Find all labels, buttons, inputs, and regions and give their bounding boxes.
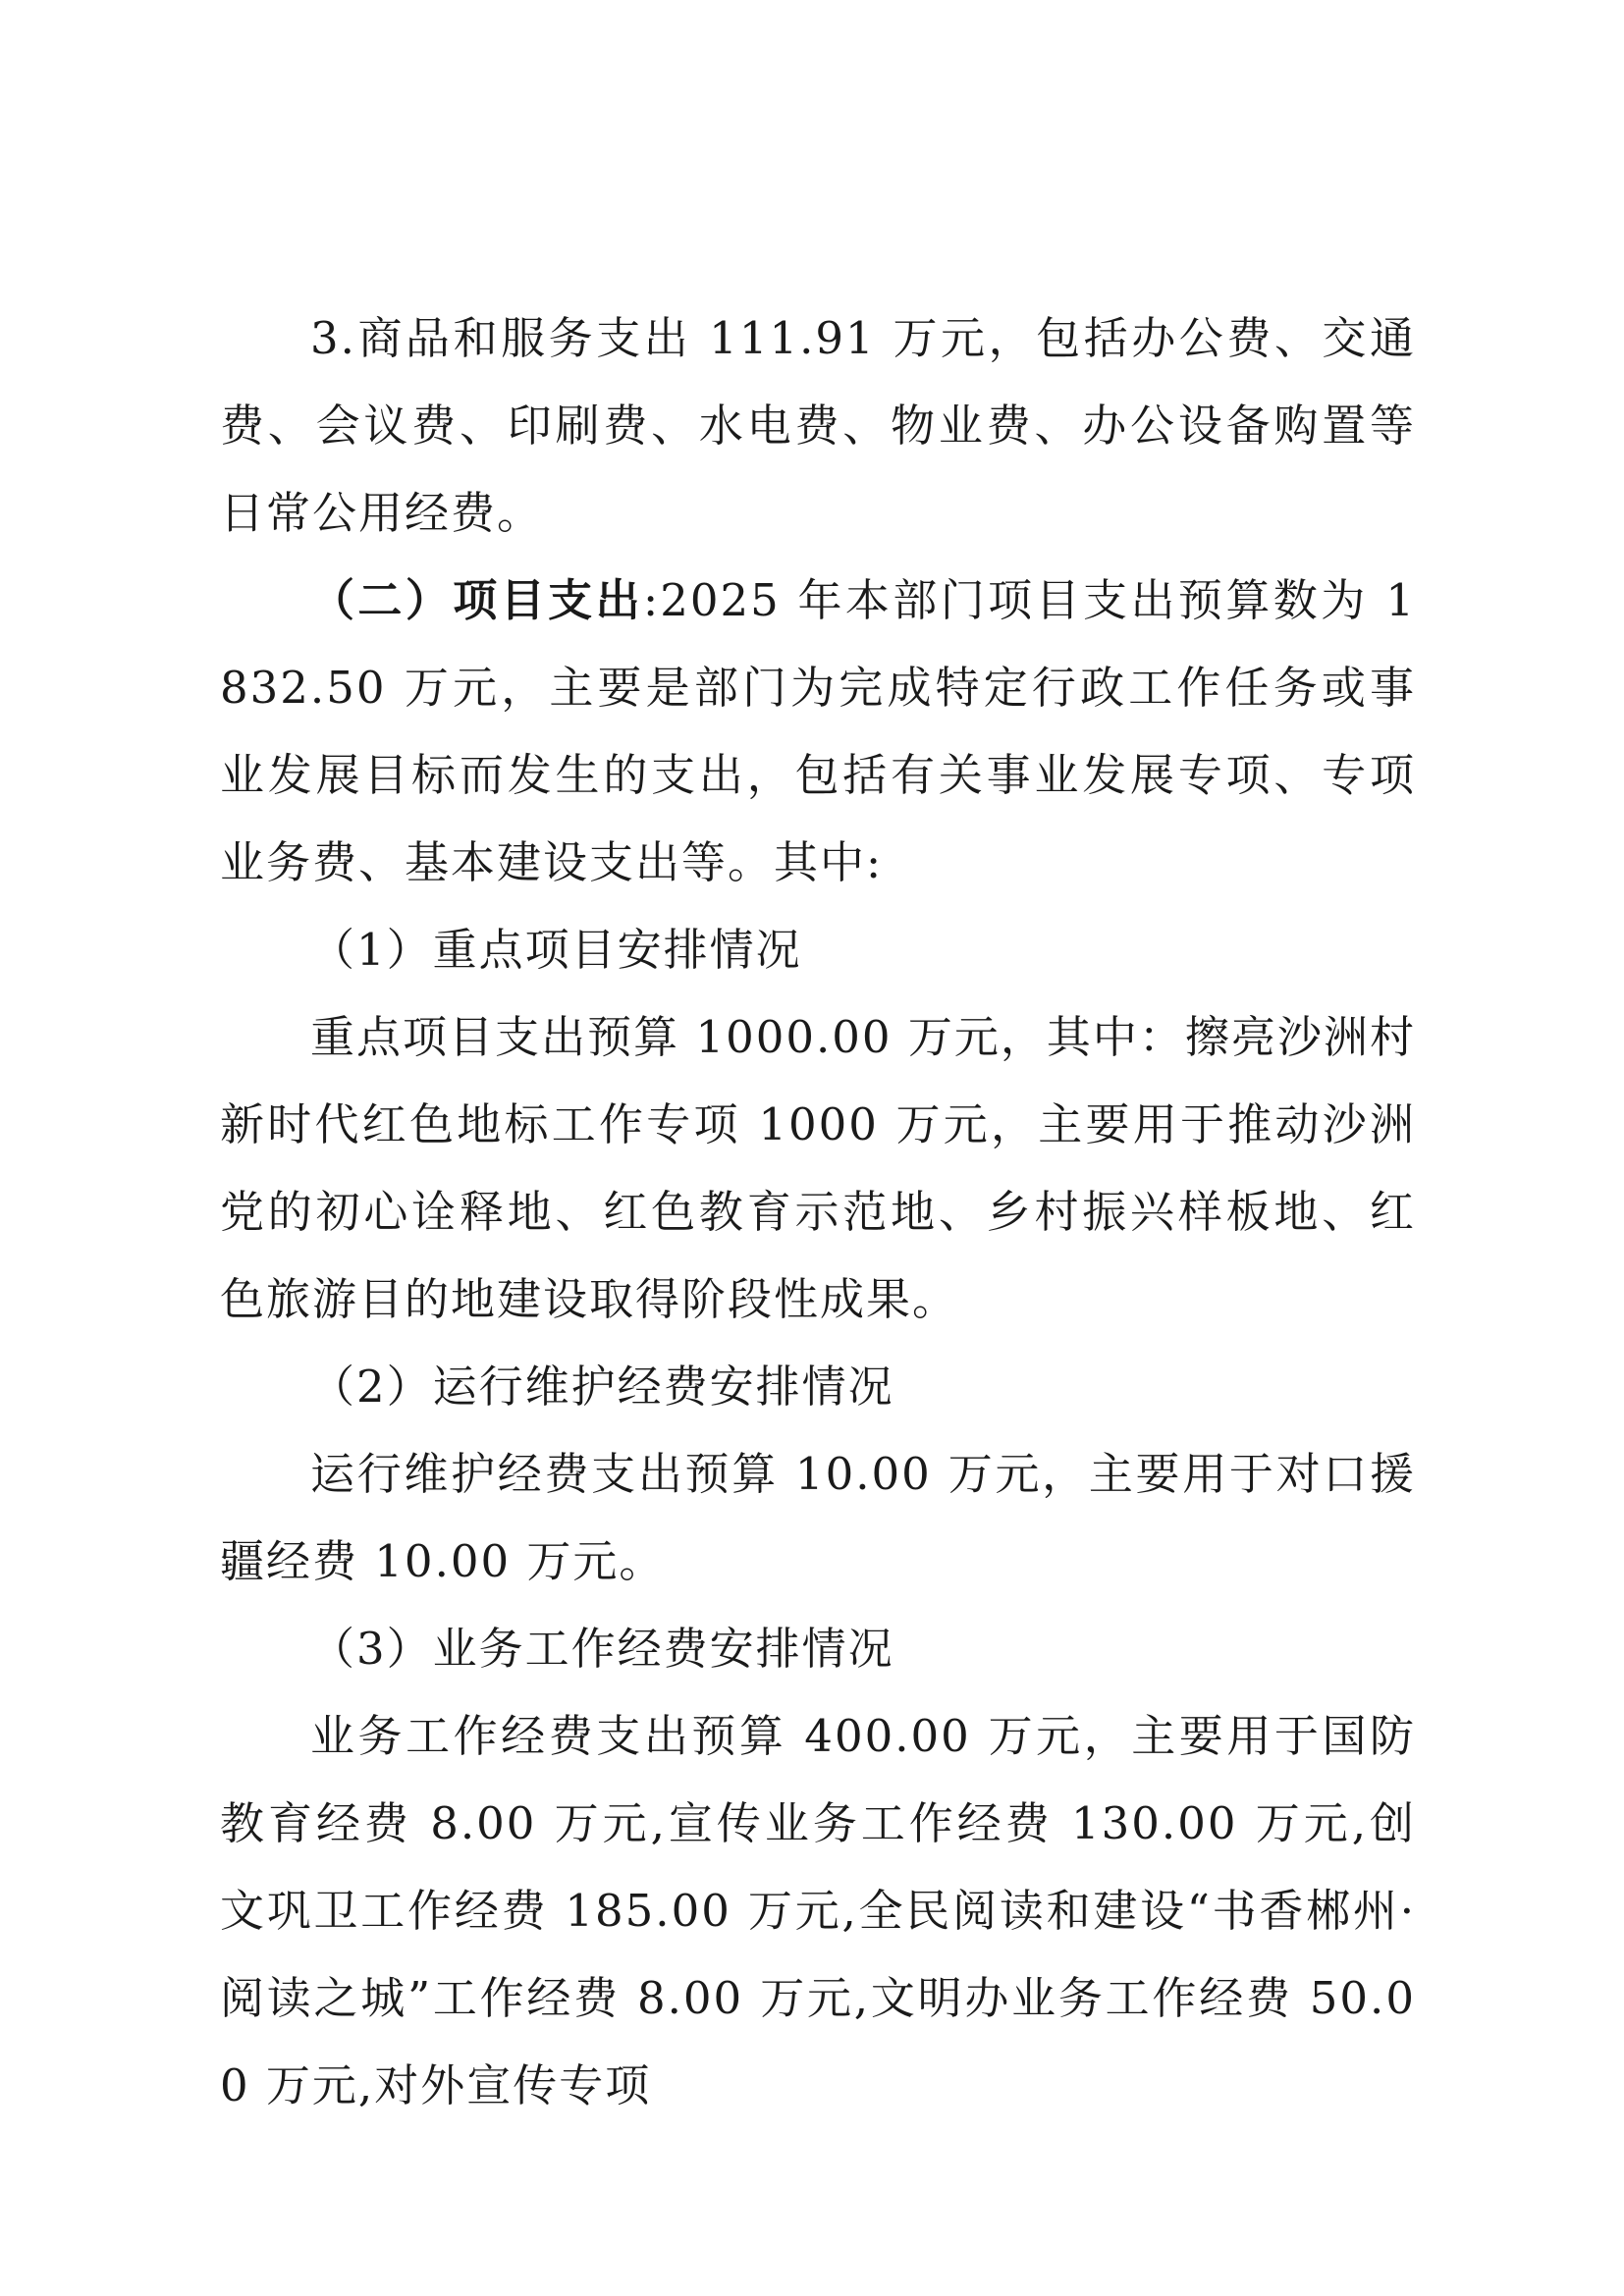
paragraph-project-expenditure: [220, 557, 1416, 906]
paragraph-text: 运行维护经费支出预算 10.00 万元，主要用于对口援疆经费 10.00 万元。: [220, 1448, 1416, 1587]
subheading-key-projects: [220, 906, 1416, 993]
subheading-text: （3）业务工作经费安排情况: [310, 1623, 894, 1675]
document-body: [220, 294, 1416, 2129]
paragraph-goods-services: [220, 294, 1416, 557]
paragraph-text: 3.商品和服务支出 111.91 万元，包括办公费、交通费、会议费、印刷费、水电费、物业费、办公设备购置等日常公用经费。: [220, 312, 1416, 539]
subheading-business-work: [220, 1605, 1416, 1692]
paragraph-text: 重点项目支出预算 1000.00 万元，其中：擦亮沙洲村新时代红色地标工作专项 1000 万元，主要用于推动沙洲党的初心诠释地、红色教育示范地、乡村振兴样板地、红色旅游目的地建设取得阶段性成果。: [220, 1011, 1416, 1325]
paragraph-key-projects: [220, 993, 1416, 1343]
section-heading-project-expenditure: （二）项目支出: [310, 574, 644, 626]
subheading-operations-maintenance: [220, 1343, 1416, 1430]
paragraph-text: 业务工作经费支出预算 400.00 万元，主要用于国防教育经费 8.00 万元,宣传业务工作经费 130.00 万元,创文巩卫工作经费 185.00 万元,全民阅读和建设“书香郴州·阅读之城”工作经费 8.00 万元,文明办业务工作经费 50.00 万元,对外宣传专项: [220, 1710, 1416, 2111]
subheading-text: （2）运行维护经费安排情况: [310, 1361, 894, 1413]
subheading-text: （1）重点项目安排情况: [310, 924, 802, 976]
paragraph-text: :2025 年本部门项目支出预算数为 1832.50 万元，主要是部门为完成特定行政工作任务或事业发展目标而发生的支出，包括有关事业发展专项、专项业务费、基本建设支出等。其中:: [220, 574, 1416, 888]
paragraph-operations-maintenance: [220, 1430, 1416, 1605]
paragraph-business-work: [220, 1692, 1416, 2129]
